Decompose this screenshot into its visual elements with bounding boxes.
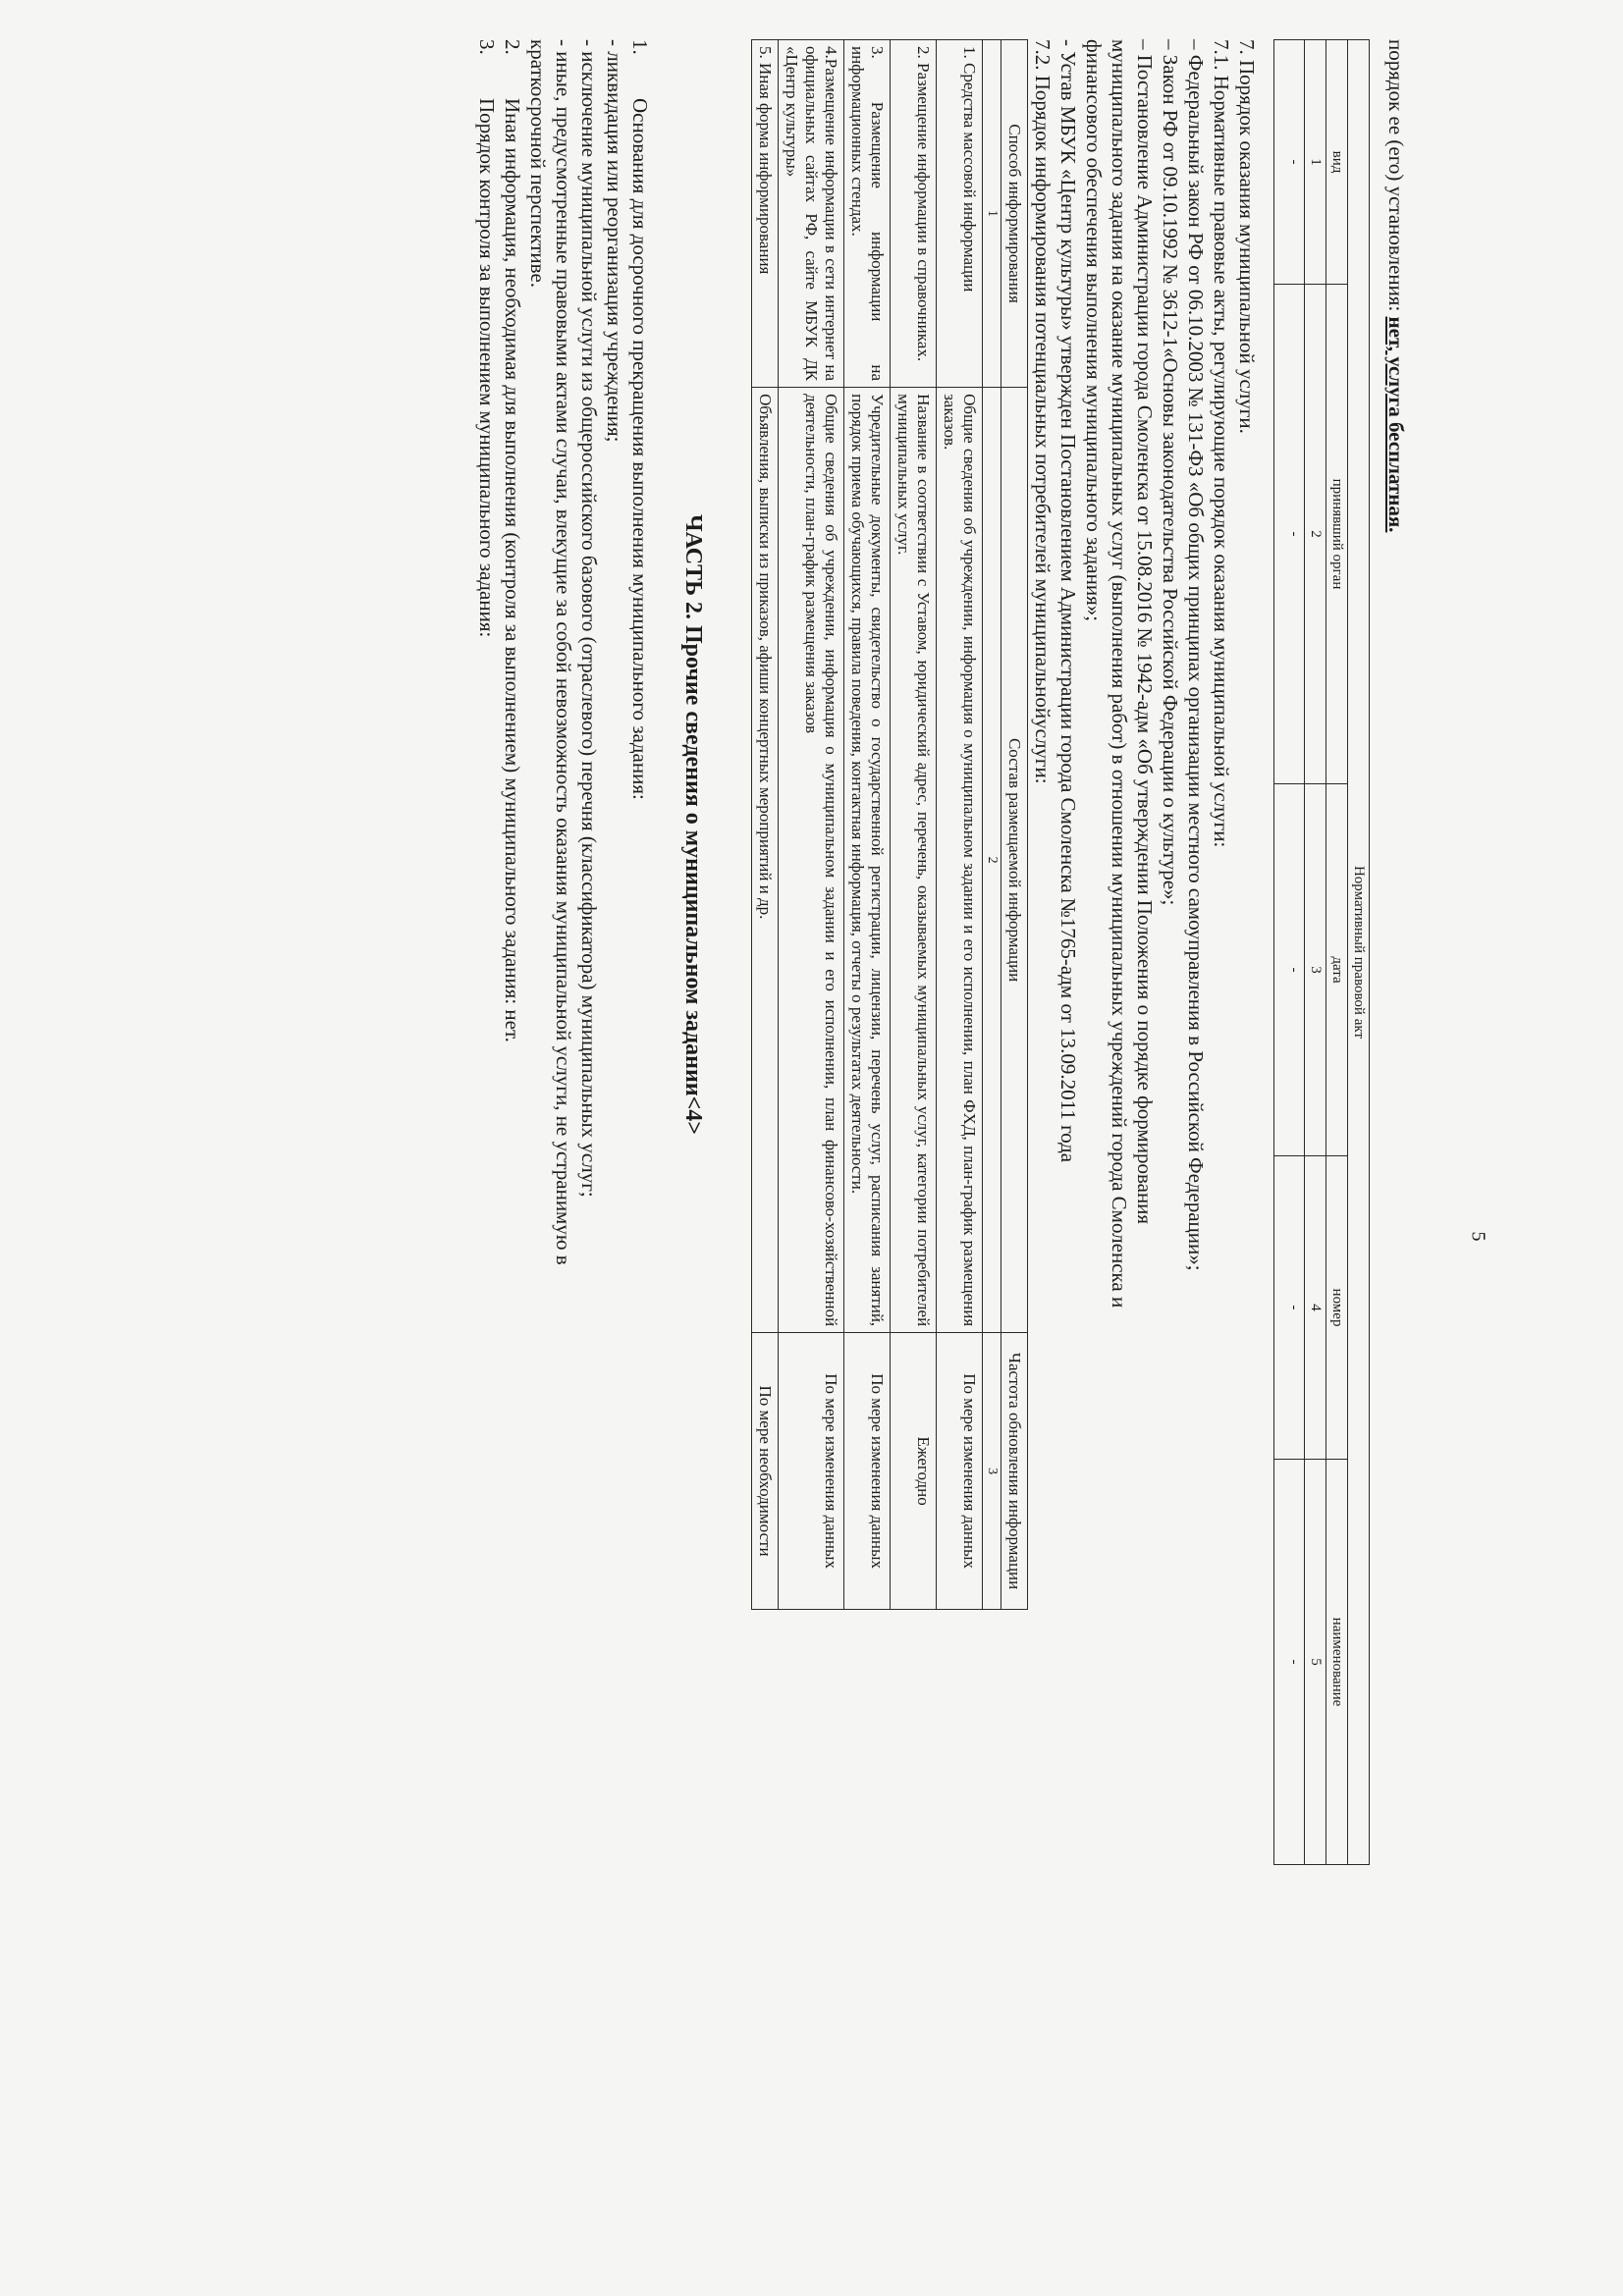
content-cell: Название в соответствии с Уставом, юридический адрес, перечень, оказываемых муниципальных услуг, категории потребителей муниципальных услуг.	[891, 388, 937, 1333]
bullet-line: - исключение муниципальной услуги из общероссийского базового (отраслевого) перечня (классификатора) муниципальных услуг;	[577, 39, 601, 1198]
act-col-name: наименование	[1326, 1460, 1348, 1865]
list-text: Порядок контроля за выполнением муниципального задания:	[475, 98, 499, 638]
list-number: 2.	[501, 39, 524, 55]
act-col-num: 2	[1305, 285, 1326, 784]
column-number: 2	[983, 388, 1001, 1333]
act-line: – Федеральный закон РФ от 06.10.2003 № 131-ФЗ «Об общих принципах организации местного самоуправления в Российской Федерации»;	[1184, 39, 1208, 1271]
method-cell: 1. Средства массовой информации	[937, 40, 983, 388]
list-item	[627, 39, 653, 2160]
method-cell: 3. Размещение информации на информационных стендах.	[844, 40, 891, 388]
column-number: 1	[983, 40, 1001, 388]
section-7-1-title: 7.1. Нормативные правовые акты, регулирующие порядок оказания муниципальной услуги:	[1210, 39, 1233, 848]
list-item	[500, 39, 525, 2160]
list-number: 1.	[628, 39, 652, 55]
table-row	[844, 40, 891, 1610]
act-line: муниципального задания на оказание муниципальных услуг (выполнения работ) в отношении муниципальных учреждений города Смоленска и	[1108, 39, 1131, 1308]
list-text: Основания для досрочного прекращения выполнения муниципального задания:	[628, 98, 652, 800]
table-row	[891, 40, 937, 1610]
list-text: Иная информация, необходимая для выполнения (контроля за выполнением) муниципального задания: нет.	[501, 98, 524, 1042]
method-cell: 2. Размещение информации в справочниках.	[891, 40, 937, 388]
fee-label: порядок ее (его) установления:	[1384, 39, 1408, 312]
table-row	[779, 40, 844, 1610]
act-cell: -	[1274, 40, 1305, 285]
content-cell: Общие сведения об учреждении, информация о муниципальном задании и его исполнении, план финансово-хозяйственной деятельности, план-график размещения заказов	[779, 388, 844, 1333]
frequency-cell: По мере необходимости	[752, 1333, 779, 1610]
frequency-cell: Ежегодно	[891, 1333, 937, 1610]
method-cell: 5. Иная форма информирования	[752, 40, 779, 388]
content-cell: Объявления, выписки из приказов, афиши концертных мероприятий и др.	[752, 388, 779, 1333]
table-row	[752, 40, 779, 1610]
frequency-cell: По мере изменения данных	[779, 1333, 844, 1610]
bullet-line: - ликвидация или реорганизация учреждения;	[603, 39, 626, 443]
act-col-type: вид	[1326, 40, 1348, 285]
bullet-line: - иные, предусмотренные правовыми актами случаи, влекущие за собой невозможность оказания муниципальной услуги, не устранимую в	[552, 39, 575, 1265]
section-7	[1030, 39, 1260, 2160]
section-7-2-title: 7.2. Порядок информирования потенциальных потребителей муниципальнойуслуги:	[1031, 39, 1055, 784]
act-cell: -	[1274, 285, 1305, 784]
frequency-header: Частота обновления информации	[1001, 1333, 1028, 1610]
frequency-cell: По мере изменения данных	[937, 1333, 983, 1610]
fee-line	[1383, 39, 1409, 2160]
act-line: финансового обеспечения выполнения муниципального задания»;	[1082, 39, 1106, 622]
list-item	[474, 39, 500, 2160]
frequency-cell: По мере изменения данных	[844, 1333, 891, 1610]
act-line: – Закон РФ от 09.10.1992 № 3612-1«Основы законодательства Российской Федерации о культуре»;	[1159, 39, 1182, 906]
method-cell: 4.Размещение информации в сети интернет на официальных сайтах РФ, сайте МБУК ДК «Центр культуры»	[779, 40, 844, 388]
page-number: 5	[1467, 1231, 1489, 1242]
document-page	[93, 39, 1409, 2160]
act-col-number: номер	[1326, 1156, 1348, 1460]
act-table-group-header: Нормативный правовой акт	[1348, 40, 1370, 1865]
table-row	[937, 40, 983, 1610]
act-col-num: 5	[1305, 1460, 1326, 1865]
act-col-issuer: принявший орган	[1326, 285, 1348, 784]
act-col-date: дата	[1326, 784, 1348, 1156]
column-number: 3	[983, 1333, 1001, 1610]
method-header: Способ информирования	[1001, 40, 1028, 388]
act-line: – Постановление Администрации города Смоленска от 15.08.2016 № 1942-адм «Об утверждении Положения о порядке формирования	[1133, 39, 1157, 1225]
information-methods-table	[751, 39, 1028, 1610]
act-col-num: 3	[1305, 784, 1326, 1156]
part-2-title: ЧАСТЬ 2. Прочие сведения о муниципальном задании<4>	[680, 514, 706, 1135]
act-col-num: 1	[1305, 40, 1326, 285]
bullet-line: краткосрочной перспективе.	[526, 39, 550, 289]
section-7-title: 7. Порядок оказания муниципальной услуги.	[1235, 39, 1259, 434]
normative-act-table	[1273, 39, 1370, 1865]
content-header: Состав размещаемой информации	[1001, 388, 1028, 1333]
fee-value: нет, услуга бесплатная.	[1384, 316, 1408, 533]
act-cell: -	[1274, 1460, 1305, 1865]
act-line: - Устав МБУК «Центр культуры» утвержден Постановлением Администрации города Смоленска №1765-адм от 13.09.2011 года	[1056, 39, 1080, 1163]
content-cell: Учредительные документы, свидетельство о государственной регистрации, лицензии, перечень услуг, расписания занятий, порядок приема обучающихся, правила поведения, контактная информация, отчеты о результатах деятельности.	[844, 388, 891, 1333]
act-cell: -	[1274, 1156, 1305, 1460]
list-number: 3.	[475, 39, 499, 55]
part-2-body	[474, 39, 653, 2160]
act-col-num: 4	[1305, 1156, 1326, 1460]
act-cell: -	[1274, 784, 1305, 1156]
content-cell: Общие сведения об учреждении, информация о муниципальном задании и его исполнении, план ФХД, план-график размещения заказов.	[937, 388, 983, 1333]
